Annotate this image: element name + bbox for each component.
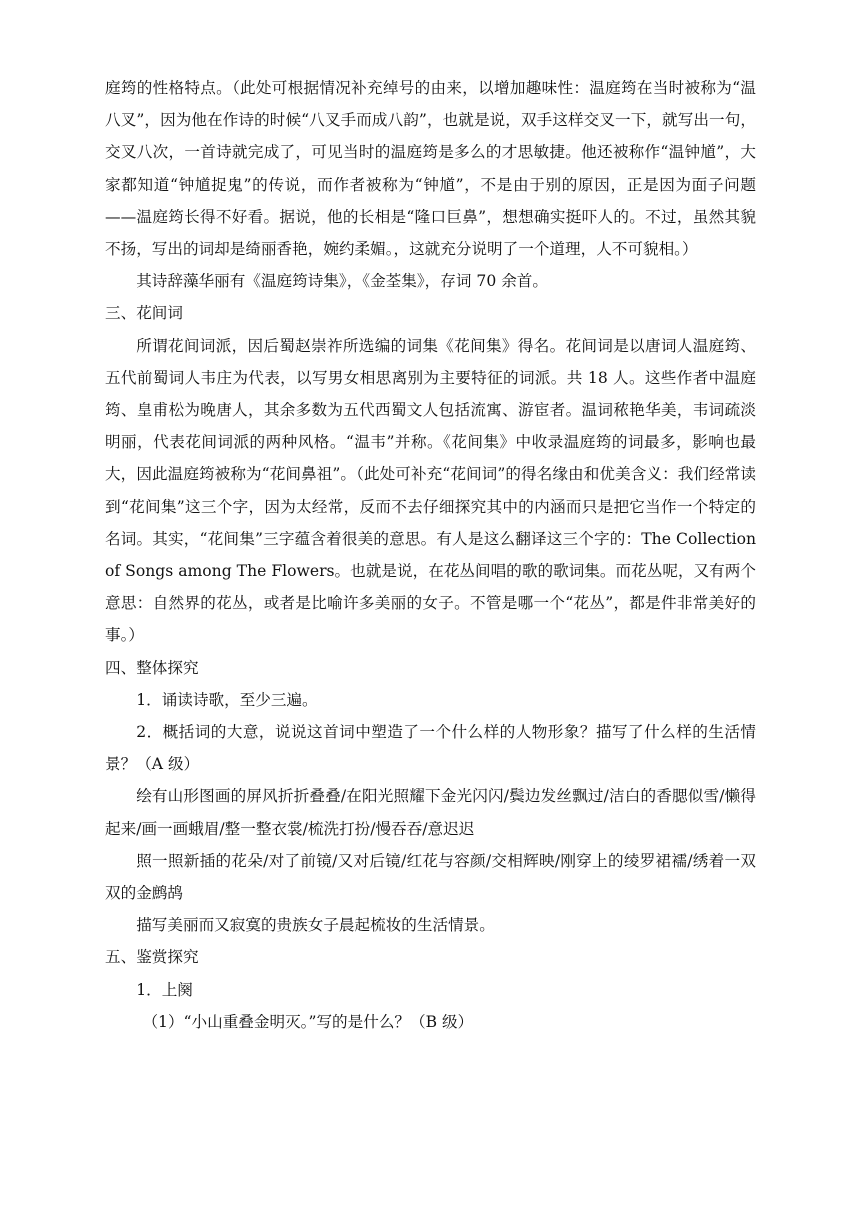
section-heading-5: 五、鉴赏探究 bbox=[105, 948, 199, 967]
question-2: 2．概括词的大意，说说这首词中塑造了一个什么样的人物形象？描写了什么样的生活情景？（A 级） bbox=[105, 723, 756, 774]
paragraph-intro-continued: 庭筠的性格特点。（此处可根据情况补充绰号的由来，以增加趣味性：温庭筠在当时被称为“温八叉”，因为他在作诗的时候“八叉手而成八韵”，也就是说，双手这样交叉一下，就写出一句，交叉八次，一首诗就完成了，可见当时的温庭筠是多么的才思敏捷。他还被称作“温钟馗”，大家都知道“钟馗捉鬼”的传说，而作者被称为“钟馗”，不是由于别的原因，正是因为面子问题——温庭筠长得不好看。据说，他的长相是“隆口巨鼻”，想想确实挺吓人的。不过，虽然其貌不扬，写出的词却是绮丽香艳，婉约柔媚。，这就充分说明了一个道理，人不可貌相。） bbox=[105, 79, 756, 259]
section-heading-4: 四、整体探究 bbox=[105, 658, 199, 677]
section-heading-3: 三、花间词 bbox=[105, 304, 183, 323]
answer-line-1: 绘有山形图画的屏风折折叠叠/在阳光照耀下金光闪闪/鬓边发丝飘过/洁白的香腮似雪/懒得起来/画一画蛾眉/整一整衣裳/梳洗打扮/慢吞吞/意迟迟 bbox=[105, 787, 756, 838]
question-1: 1．诵读诗歌，至少三遍。 bbox=[136, 690, 318, 709]
answer-line-2: 照一照新插的花朵/对了前镜/又对后镜/红花与容颜/交相辉映/刚穿上的绫罗裙襦/绣着一双双的金鹧鸪 bbox=[105, 851, 756, 903]
document-page bbox=[105, 72, 756, 1038]
answer-summary: 描写美丽而又寂寞的贵族女子晨起梳妆的生活情景。 bbox=[136, 916, 495, 935]
sub-question-1: （1）“小山重叠金明灭。”写的是什么？（B 级） bbox=[142, 1012, 474, 1031]
paragraph-poetry-collections: 其诗辞藻华丽有《温庭筠诗集》，《金荃集》，存词 70 余首。 bbox=[136, 272, 548, 291]
subsection-upper-stanza: 1．上阕 bbox=[136, 980, 193, 999]
paragraph-huajian-school: 所谓花间词派，因后蜀赵崇祚所选编的词集《花间集》得名。花间词是以唐词人温庭筠、五代前蜀词人韦庄为代表，以写男女相思离别为主要特征的词派。共 18 人。这些作者中温庭筠、皇甫松为晚唐人，其余多数为五代西蜀文人包括流寓、游宦者。温词秾艳华美，韦词疏淡明丽，代表花间词派的两种风格。“温韦”并称。《花间集》中收录温庭筠的词最多，影响也最大，因此温庭筠被称为“花间鼻祖”。（此处可补充“花间词”的得名缘由和优美含义：我们经常读到“花间集”这三个字，因为太经常，反而不去仔细探究其中的内涵而只是把它当作一个特定的名词。其实，“花间集”三字蕴含着很美的意思。有人是这么翻译这三个字的：The Collection of Songs among The Flowers。也就是说，在花丛间唱的歌的歌词集。而花丛呢，又有两个意思：自然界的花丛，或者是比喻许多美丽的女子。不管是哪一个“花丛”，都是件非常美好的事。） bbox=[105, 336, 756, 645]
